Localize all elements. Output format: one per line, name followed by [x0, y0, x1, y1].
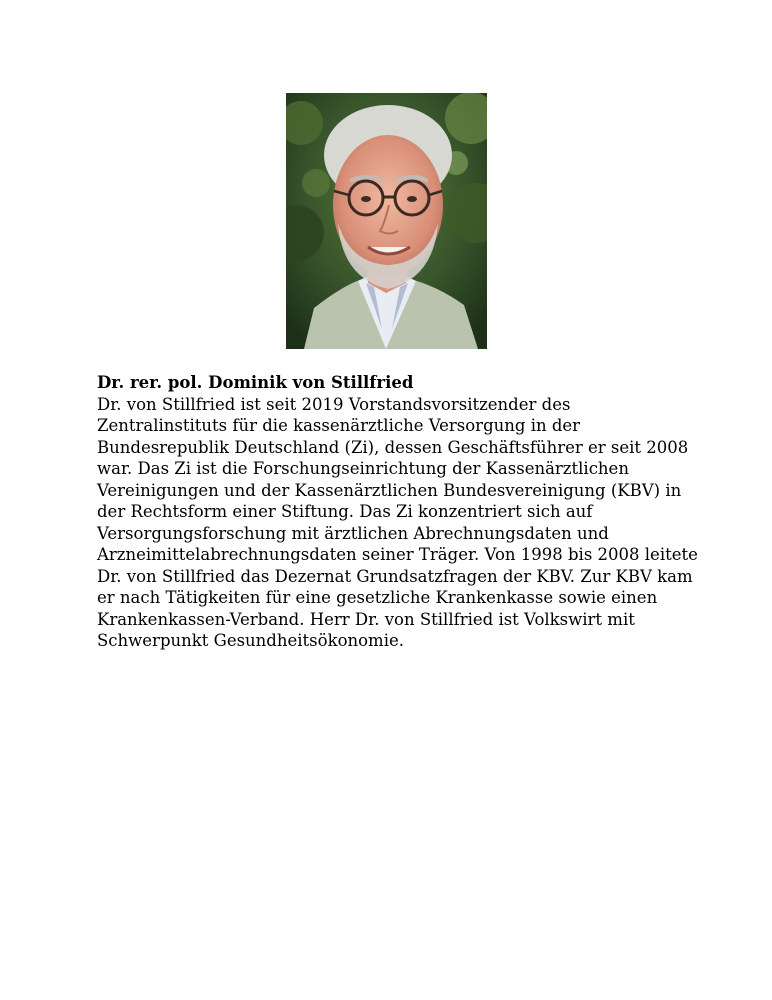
- biography: [97, 372, 697, 652]
- biography-line: Versorgungsforschung mit ärztlichen Abrechnungsdaten und: [97, 523, 609, 543]
- biography-line: Krankenkassen-Verband. Herr Dr. von Stillfried ist Volkswirt mit: [97, 609, 635, 629]
- portrait-photo: [286, 93, 487, 349]
- biography-line: Zentralinstituts für die kassenärztliche Versorgung in der: [97, 416, 581, 435]
- person-name: Dr. rer. pol. Dominik von Stillfried: [97, 373, 414, 392]
- biography-line: Schwerpunkt Gesundheitsökonomie.: [97, 631, 404, 650]
- biography-line: Dr. von Stillfried ist seit 2019 Vorstandsvorsitzender des: [97, 394, 571, 414]
- biography-line: Dr. von Stillfried das Dezernat Grundsatzfragen der KBV. Zur KBV kam: [97, 566, 693, 586]
- biography-line: er nach Tätigkeiten für eine gesetzliche Krankenkasse sowie einen: [97, 588, 658, 607]
- biography-line: Vereinigungen und der Kassenärztlichen Bundesvereinigung (KBV) in: [97, 480, 682, 500]
- biography-line: Bundesrepublik Deutschland (Zi), dessen Geschäftsführer er seit 2008: [97, 437, 689, 457]
- biography-line: Arzneimittelabrechnungsdaten seiner Träger. Von 1998 bis 2008 leitete: [97, 545, 698, 564]
- biography-line: der Rechtsform einer Stiftung. Das Zi konzentriert sich auf: [97, 502, 593, 521]
- biography-text: [97, 394, 697, 652]
- biography-line: war. Das Zi ist die Forschungseinrichtung der Kassenärztlichen: [97, 459, 629, 478]
